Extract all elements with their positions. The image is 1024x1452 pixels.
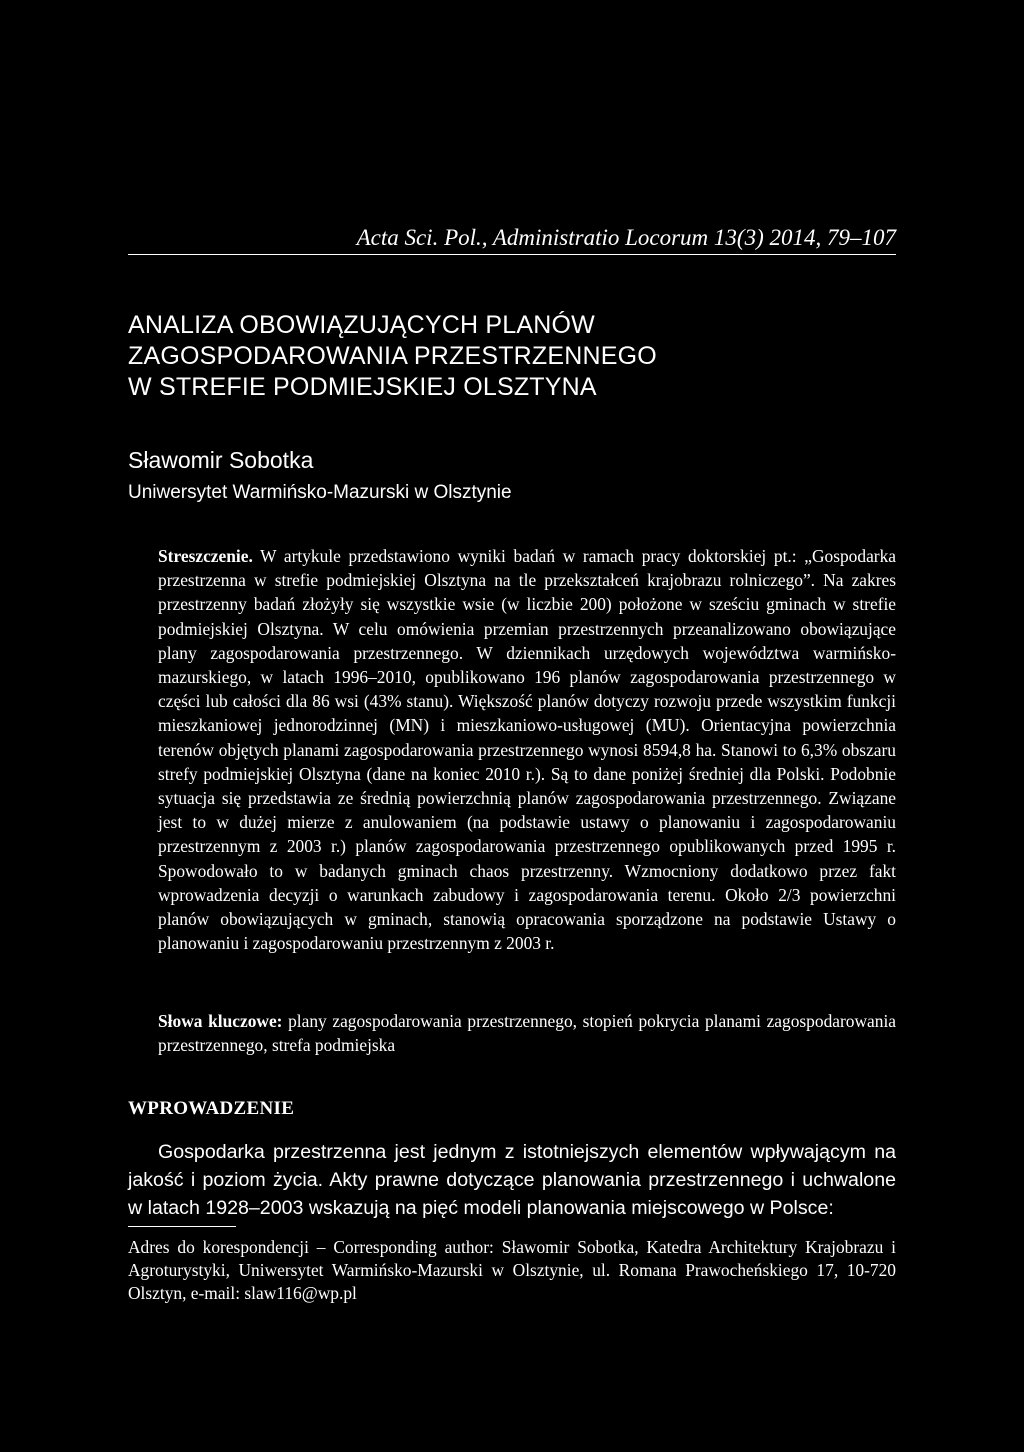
title-line-1: ANALIZA OBOWIĄZUJĄCYCH PLANÓW xyxy=(128,311,595,339)
correspondence-footnote: Adres do korespondencji – Corresponding author: Sławomir Sobotka, Katedra Architektury Krajobrazu i Agroturystyki, Uniwersytet Warmińsko-Mazurski w Olsztynie, ul. Romana Prawocheńskiego 17, 10-720 Olsztyn, e-mail: slaw116@wp.pl xyxy=(128,1237,896,1304)
abstract-text: W artykule przedstawiono wyniki badań w ramach pracy doktorskiej pt.: „Gospodarka przestrzenna w strefie podmiejskiej Olsztyna na tle przekształceń krajobrazu rolniczego”. Na zakres przestrzenny badań złożyły się wszystkie wsie (w liczbie 200) położone w sześciu gminach w strefie podmiejskiej Olsztyna. W celu omówienia przemian przestrzennych przeanalizowano obowiązujące plany zagospodarowania przestrzennego. W dziennikach urzędowych województwa warmińsko-mazurskiego, w latach 1996–2010, opublikowano 196 planów zagospodarowania przestrzennego w części lub całości dla 86 wsi (43% stanu). Większość planów dotyczy rozwoju przede wszystkim funkcji mieszkaniowej jednorodzinnej (MN) i mieszkaniowo-usługowej (MU). Orientacyjna powierzchnia terenów objętych planami zagospodarowania przestrzennego wynosi 8594,8 ha. Stanowi to 6,3% obszaru strefy podmiejskiej Olsztyna (dane na koniec 2010 r.). Są to dane poniżej średniej dla Polski. Podobnie sytuacja się przedstawia ze średnią powierzchnią planów zagospodarowania przestrzennego. Związane jest to w dużej mierze z anulowaniem (na podstawie ustawy o planowaniu i zagospodarowaniu przestrzennym z 2003 r.) planów zagospodarowania przestrzennego opublikowanych przed 1995 r. Spowodowało to w badanych gminach chaos przestrzenny. Wzmocniony dodatkowo przez fakt wprowadzenia decyzji o warunkach zabudowy i zagospodarowania terenu. Około 2/3 powierzchni planów obowiązujących w gminach, stanowią opracowania sporządzone na podstawie Ustawy o planowaniu i zagospodarowaniu przestrzennym z 2003 r. xyxy=(158,546,896,954)
abstract xyxy=(158,544,896,955)
keywords-text: plany zagospodarowania przestrzennego, stopień pokrycia planami zagospodarowania przestrzennego, strefa podmiejska xyxy=(158,1011,896,1056)
keywords xyxy=(158,1009,896,1057)
section-heading-introduction: WPROWADZENIE xyxy=(128,1098,295,1119)
journal-citation: Acta Sci. Pol., Administratio Locorum 13(3) 2014, 79–107 xyxy=(356,225,896,250)
title-line-3: W STREFIE PODMIEJSKIEJ OLSZTYNA xyxy=(128,373,597,401)
author-name: Sławomir Sobotka xyxy=(128,447,314,473)
abstract-label: Streszczenie. xyxy=(158,546,253,566)
introduction-paragraph: Gospodarka przestrzenna jest jednym z istotniejszych elementów wpływającym na jakość i poziom życia. Akty prawne dotyczące planowania przestrzennego i uchwalone w latach 1928–2003 wskazują na pięć modeli planowania miejscowego w Polsce: xyxy=(128,1141,896,1219)
article-title xyxy=(128,310,908,403)
author-affiliation: Uniwersytet Warmińsko-Mazurski w Olsztynie xyxy=(128,482,512,503)
footnote-divider xyxy=(128,1226,236,1227)
title-line-2: ZAGOSPODAROWANIA PRZESTRZENNEGO xyxy=(128,342,657,370)
journal-header xyxy=(128,224,896,255)
keywords-label: Słowa kluczowe: xyxy=(158,1011,283,1031)
